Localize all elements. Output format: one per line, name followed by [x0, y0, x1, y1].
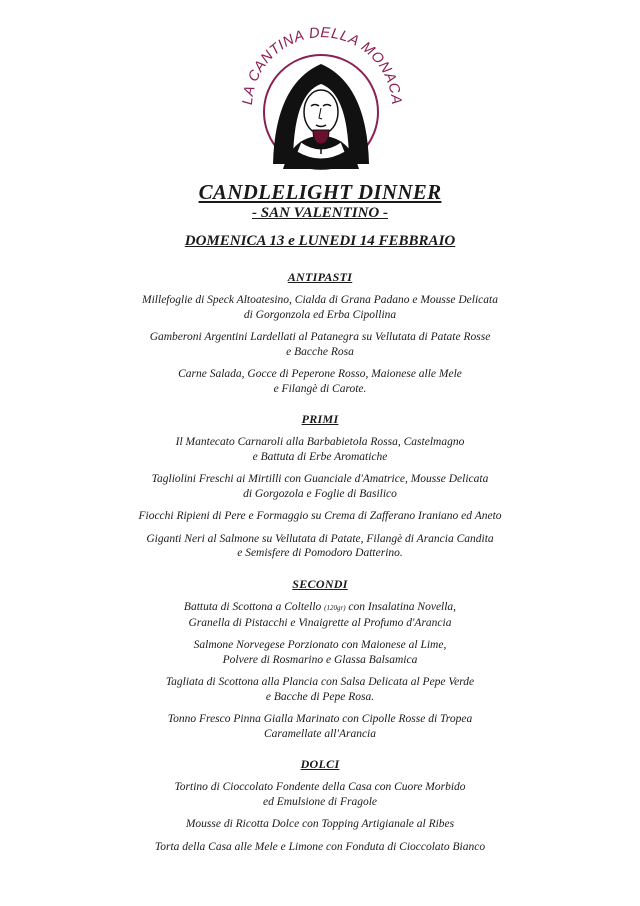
dish-item: [0, 675, 640, 704]
dinner-title: CANDLELIGHT DINNER: [198, 180, 442, 204]
dish-line: Tagliata di Scottona alla Plancia con Salsa Delicata al Pepe Verde: [165, 676, 475, 688]
dish-item: [0, 293, 640, 322]
dish-line: Millefoglie di Speck Altoatesino, Cialda di Grana Padano e Mousse Delicata: [142, 294, 498, 306]
section-title-primi: PRIMI: [301, 412, 339, 426]
dish-line: di Gorgonzola ed Erba Cipollina: [243, 308, 397, 321]
dish-item: [0, 817, 640, 832]
dish-item: [0, 367, 640, 396]
event-dates: DOMENICA 13 e LUNEDI 14 FEBBRAIO: [184, 233, 456, 249]
dish-line: Giganti Neri al Salmone su Vellutata di Patate, Filangè di Arancia Candita: [146, 532, 494, 545]
dish-line: e Bacche di Pepe Rosa.: [265, 690, 375, 703]
dish-line: e Semisfere di Pomodoro Datterino.: [237, 547, 403, 559]
dish-line: Polvere di Rosmarino e Glassa Balsamica: [222, 653, 418, 666]
dish-line: Tagliolini Freschi ai Mirtilli con Guanciale d'Amatrice, Mousse Delicata: [151, 473, 489, 485]
section-title-antipasti: ANTIPASTI: [287, 270, 353, 284]
dish-line: Tonno Fresco Pinna Gialla Marinato con Cipolle Rosse di Tropea: [167, 713, 473, 725]
dish-line: Il Mantecato Carnaroli alla Barbabietola Rossa, Castelmagno: [175, 436, 465, 448]
nun-logo-icon: [233, 24, 408, 174]
restaurant-logo: [233, 24, 408, 174]
dish-line: Torta della Casa alle Mele e Limone con Fonduta di Cioccolato Bianco: [154, 840, 486, 853]
dish-item: [0, 712, 640, 741]
dish-line: Gamberoni Argentini Lardellati al Patanegra su Vellutata di Patate Rosse: [149, 331, 491, 343]
dish-line: Granella di Pistacchi e Vinaigrette al Profumo d'Arancia: [188, 616, 452, 629]
dish-line: di Gorgozola e Foglie di Basilico: [243, 487, 397, 500]
section-secondi: [0, 577, 640, 749]
dish-item: [0, 435, 640, 464]
section-dolci: [0, 757, 640, 862]
dish-line: ed Emulsione di Fragole: [262, 795, 378, 808]
section-title-dolci: DOLCI: [300, 757, 340, 771]
event-subtitle: - SAN VALENTINO -: [252, 205, 388, 221]
section-antipasti: [0, 270, 640, 404]
dish-item: [0, 330, 640, 359]
dish-item: [0, 532, 640, 561]
dish-line: Tortino di Cioccolato Fondente della Casa con Cuore Morbido: [174, 781, 466, 793]
dish-line: e Battuta di Erbe Aromatiche: [252, 450, 388, 463]
section-primi: [0, 412, 640, 569]
dish-text: Battuta di Scottona a Coltello: [183, 601, 325, 613]
dish-line: e Filangè di Carote.: [273, 382, 367, 395]
dish-line: [0, 600, 640, 616]
dish-weight: (120gr): [324, 604, 346, 612]
dish-line: e Bacche Rosa: [286, 345, 354, 358]
dish-line: Salmone Norvegese Porzionato con Maionese al Lime,: [193, 639, 447, 651]
dish-line: Carne Salada, Gocce di Peperone Rosso, Maionese alle Mele: [178, 368, 462, 380]
dish-item: [0, 638, 640, 667]
dish-item: [0, 509, 640, 524]
dish-text: con Insalatina Novella,: [345, 601, 457, 613]
dish-line: Fiocchi Ripieni di Pere e Formaggio su Crema di Zafferano Iraniano ed Aneto: [138, 510, 502, 522]
section-title-secondi: SECONDI: [292, 577, 348, 591]
dish-item: [0, 472, 640, 501]
svg-text:LA CANTINA DELLA MONACA: LA CANTINA DELLA MONACA: [239, 25, 405, 106]
dish-item: [0, 840, 640, 855]
dish-line: Mousse di Ricotta Dolce con Topping Artigianale al Ribes: [185, 818, 455, 830]
dish-line: Caramellate all'Arancia: [263, 727, 377, 740]
dish-item: [0, 600, 640, 630]
dish-item: [0, 780, 640, 809]
